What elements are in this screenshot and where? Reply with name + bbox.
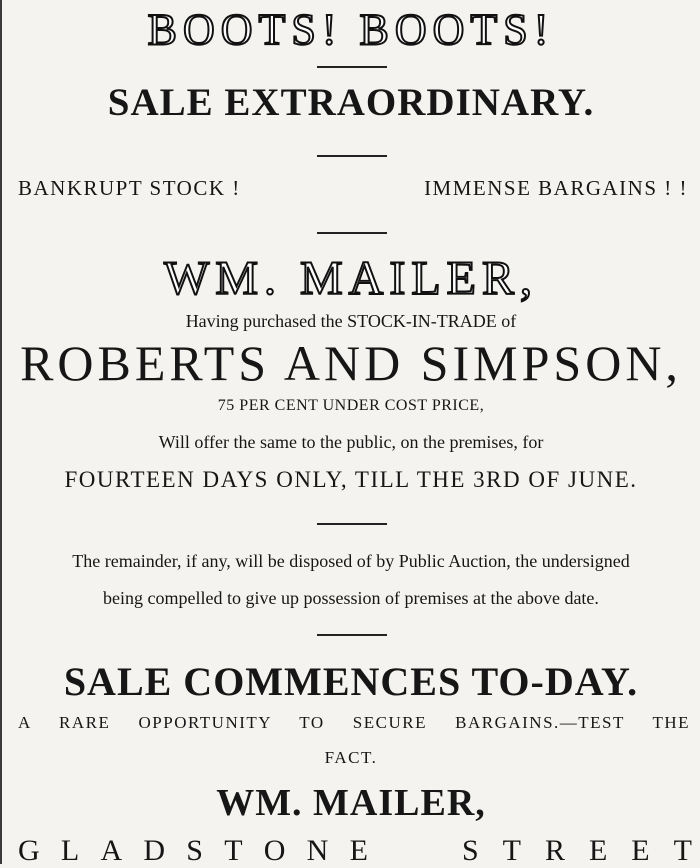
advertiser-name-large: WM. MAILER, xyxy=(164,252,538,305)
sale-commences-heading: SALE COMMENCES TO-DAY. xyxy=(63,659,639,704)
divider-rule xyxy=(317,155,387,157)
divider-rule xyxy=(317,66,387,68)
street-address xyxy=(2,834,700,868)
immense-bargains-text: IMMENSE BARGAINS ! ! xyxy=(424,176,688,200)
street-word-street: S T R E E T xyxy=(462,834,692,867)
duration-line: FOURTEEN DAYS ONLY, TILL THE 3RD OF JUNE. xyxy=(64,467,638,492)
rare-opportunity-line2: FACT. xyxy=(324,748,378,767)
street-word-gladstone: G L A D S T O N E xyxy=(18,834,368,867)
bankrupt-stock-text: BANKRUPT STOCK ! xyxy=(18,176,241,200)
having-purchased-text: Having purchased the STOCK-IN-TRADE of xyxy=(185,311,517,331)
divider-rule xyxy=(317,523,387,525)
bankrupt-line xyxy=(2,176,700,201)
rare-opportunity-line1: A RARE OPPORTUNITY TO SECURE BARGAINS.—TEST THE xyxy=(18,713,690,732)
divider-rule xyxy=(317,232,387,234)
divider-rule xyxy=(317,634,387,636)
firm-name: ROBERTS AND SIMPSON, xyxy=(20,335,682,391)
headline-boots: BOOTS! BOOTS! xyxy=(147,5,555,54)
price-line: 75 PER CENT UNDER COST PRICE, xyxy=(217,397,485,414)
offer-line: Will offer the same to the public, on the premises, for xyxy=(158,432,544,452)
sale-extraordinary-heading: SALE EXTRAORDINARY. xyxy=(107,81,595,124)
remainder-text-line2: being compelled to give up possession of premises at the above date. xyxy=(103,588,599,608)
remainder-text-line1: The remainder, if any, will be disposed of by Public Auction, the undersigned xyxy=(72,551,630,571)
advertiser-name-small: WM. MAILER, xyxy=(216,782,486,824)
